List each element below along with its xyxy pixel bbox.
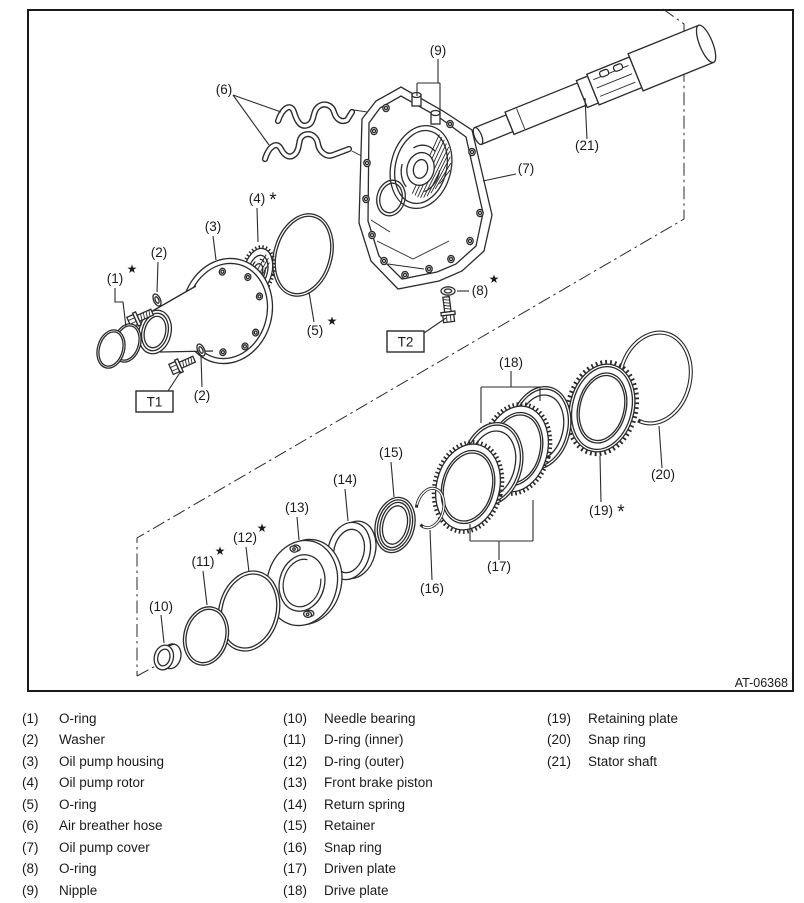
legend-item: [283, 858, 433, 879]
legend-item-num: (5): [22, 796, 39, 812]
legend-item-num: (15): [283, 818, 308, 834]
legend-item: [22, 880, 164, 901]
legend-item-num: (8): [22, 861, 39, 877]
tool-ref-t2: [387, 331, 424, 352]
callout-21: (21): [574, 138, 600, 153]
legend-item-num: (7): [22, 839, 39, 855]
callout-4-asterisk: *: [269, 190, 277, 211]
legend-item: [22, 837, 164, 858]
legend-item: [283, 815, 433, 836]
legend-column-2: [283, 708, 433, 901]
callout-7: (7): [517, 161, 535, 176]
callout-2-lower: (2): [193, 388, 211, 403]
callout-1: (1): [106, 271, 124, 286]
legend-item-name: Stator shaft: [588, 753, 658, 769]
legend-item: [547, 708, 678, 729]
callout-14: (14): [332, 472, 358, 487]
figure-id: AT-06368: [734, 676, 788, 690]
tool-ref-t1: [136, 391, 173, 412]
legend-item-name: Snap ring: [324, 839, 382, 855]
legend-item: [547, 751, 678, 772]
legend-item: [22, 815, 164, 836]
legend-item-name: Air breather hose: [59, 818, 163, 834]
legend-item-num: (2): [22, 732, 39, 748]
tool-ref-t2-label: T2: [397, 334, 414, 350]
callout-11-star: ★: [214, 544, 226, 558]
legend-item: [22, 729, 164, 750]
legend-item: [283, 708, 433, 729]
legend-item-name: O-ring: [59, 861, 97, 877]
legend-item-num: (17): [283, 861, 308, 877]
callout-3: (3): [204, 219, 222, 234]
legend-item: [547, 729, 678, 750]
callout-4: (4): [248, 191, 266, 206]
legend-item-name: Oil pump cover: [59, 839, 150, 855]
callout-20: (20): [650, 467, 676, 482]
legend-item-name: Return spring: [324, 796, 406, 812]
legend-item-name: Snap ring: [588, 732, 646, 748]
callout-15: (15): [378, 445, 404, 460]
legend-item: [22, 751, 164, 772]
legend-item-num: (11): [283, 732, 307, 748]
legend-item-num: (14): [283, 796, 308, 812]
legend-item-name: D-ring (inner): [324, 732, 404, 748]
legend-item-num: (3): [22, 753, 39, 769]
legend-item: [283, 880, 433, 901]
callout-12: (12): [232, 530, 258, 545]
legend-item-num: (6): [22, 818, 39, 834]
callout-10: (10): [148, 599, 174, 614]
legend-item-num: (9): [22, 882, 39, 898]
legend-item-name: Drive plate: [324, 882, 389, 898]
legend-item: [283, 729, 433, 750]
callout-16: (16): [419, 581, 445, 596]
legend-item-name: Front brake piston: [324, 775, 433, 791]
legend-item: [22, 858, 164, 879]
callout-18: (18): [498, 355, 524, 370]
legend-item-name: Nipple: [59, 882, 98, 898]
callout-19: (19): [588, 503, 614, 518]
legend-column-3: [547, 708, 678, 772]
legend-item-num: (18): [283, 882, 308, 898]
legend-item-num: (16): [283, 839, 308, 855]
legend-item-name: Needle bearing: [324, 711, 416, 726]
callout-5: (5): [306, 323, 324, 338]
legend-column-1: [22, 708, 164, 901]
callout-8-star: ★: [488, 272, 500, 286]
legend-item-name: Oil pump housing: [59, 753, 165, 769]
callout-5-star: ★: [326, 314, 338, 328]
legend-item: [283, 794, 433, 815]
callout-2-upper: (2): [150, 245, 168, 260]
callout-17: (17): [486, 559, 512, 574]
callout-1-star: ★: [126, 262, 138, 276]
legend-item: [22, 708, 164, 729]
legend-item-name: D-ring (outer): [324, 753, 405, 769]
callout-13: (13): [284, 500, 310, 515]
legend-item-num: (19): [547, 711, 572, 726]
legend-item-name: O-ring: [59, 796, 97, 812]
legend-item-name: Driven plate: [324, 861, 397, 877]
callout-11: (11): [191, 554, 215, 569]
legend-item-num: (20): [547, 732, 572, 748]
callout-6: (6): [215, 82, 233, 97]
legend-item-num: (21): [547, 753, 572, 769]
legend-item-name: Retainer: [324, 818, 376, 834]
legend-item: [22, 772, 164, 793]
callout-19-asterisk: *: [617, 502, 625, 523]
nipple-right: [431, 111, 440, 125]
legend-item: [283, 772, 433, 793]
o-ring-8-drawing: [441, 287, 455, 295]
callout-8: (8): [471, 283, 489, 298]
legend-item-num: (12): [283, 753, 308, 769]
callout-9: (9): [429, 43, 447, 58]
tool-ref-t1-label: T1: [146, 394, 163, 410]
legend-item-name: Retaining plate: [588, 711, 679, 726]
legend-item-name: Oil pump rotor: [59, 775, 145, 791]
legend-item-name: Washer: [59, 732, 106, 748]
legend-item: [283, 751, 433, 772]
legend-item-num: (13): [283, 775, 308, 791]
legend-item-name: O-ring: [59, 711, 97, 726]
legend-item: [283, 837, 433, 858]
callout-12-star: ★: [256, 521, 268, 535]
legend-item: [22, 794, 164, 815]
legend-item-num: (10): [283, 711, 308, 726]
legend-item-num: (4): [22, 775, 39, 791]
legend-item-num: (1): [22, 711, 39, 726]
